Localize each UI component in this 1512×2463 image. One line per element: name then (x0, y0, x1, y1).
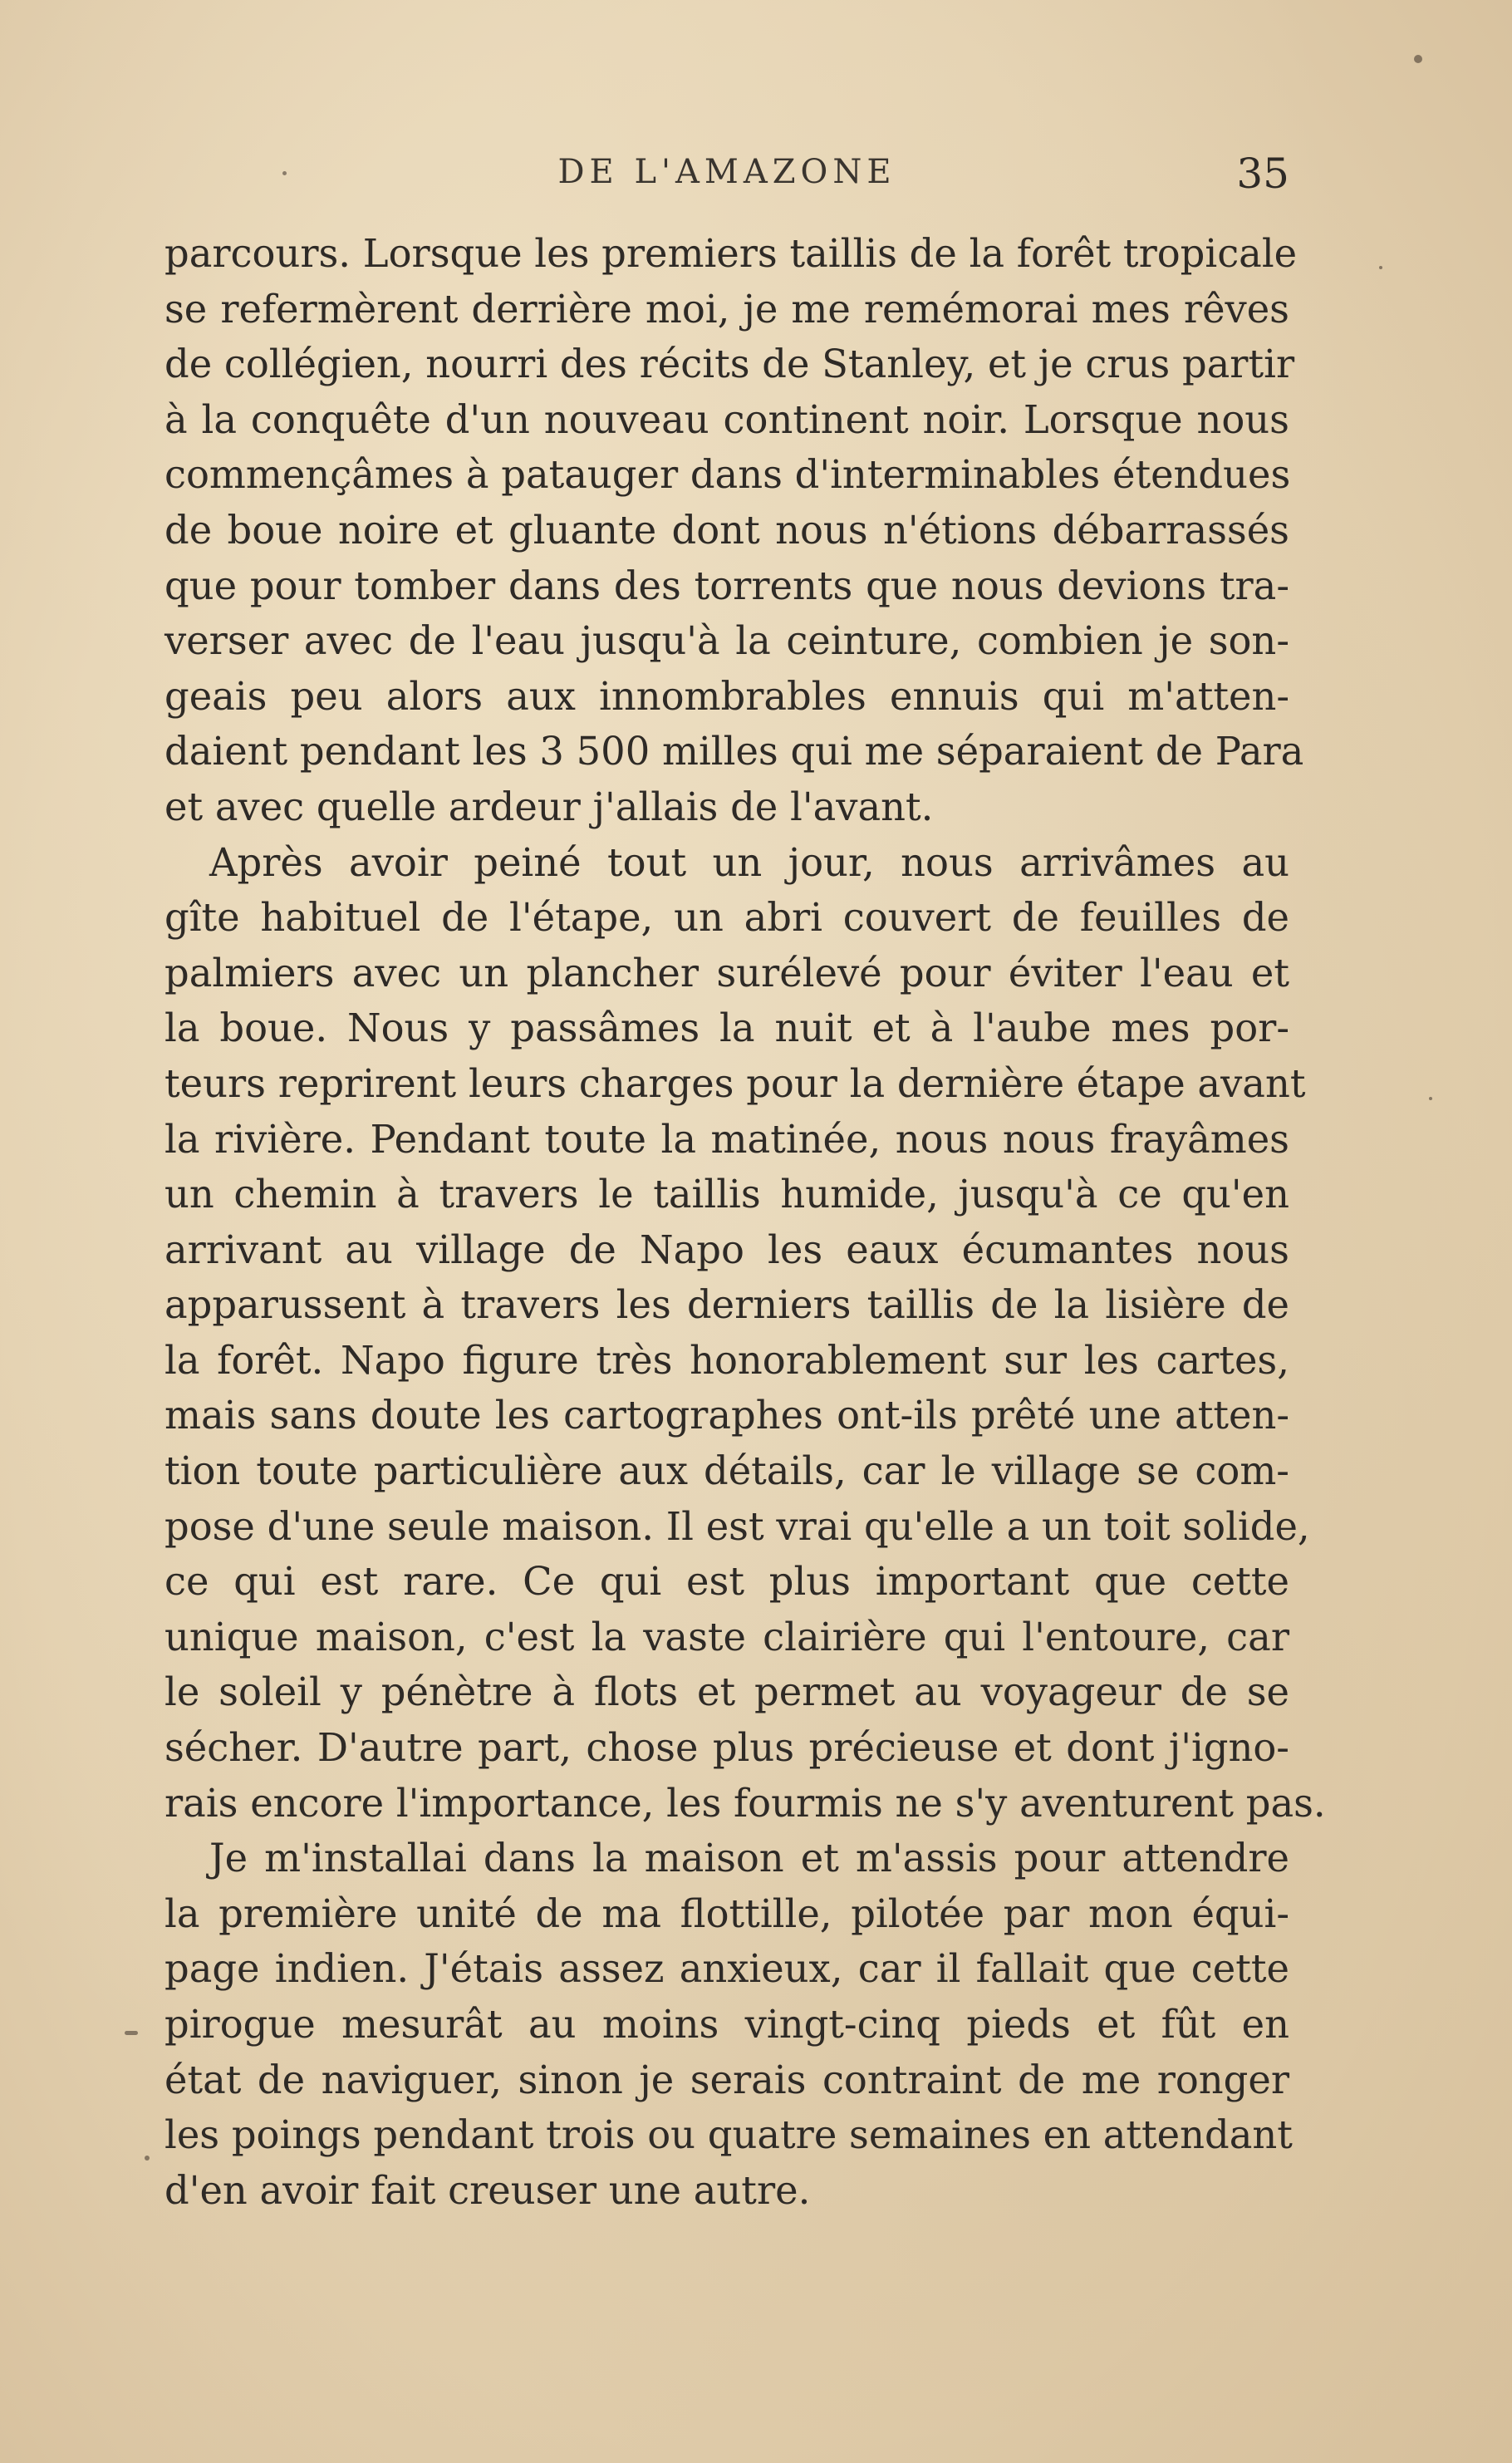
text-line: la première unité de ma flottille, pilotée par mon équi- (164, 1890, 1289, 1936)
text-line: la rivière. Pendant toute la matinée, nous nous frayâmes (164, 1116, 1289, 1162)
text-line: unique maison, c'est la vaste clairière qui l'entoure, car (164, 1614, 1289, 1659)
text-line: mais sans doute les cartographes ont-ils prêté une atten- (164, 1393, 1289, 1438)
text-line: arrivant au village de Napo les eaux écumantes nous (164, 1227, 1289, 1272)
text-line: que pour tomber dans des torrents que nous devions tra- (164, 563, 1289, 608)
paper-speck (282, 171, 287, 175)
text-line: Après avoir peiné tout un jour, nous arrivâmes au (209, 839, 1289, 885)
text-line: les poings pendant trois ou quatre semaines en attendant (164, 2112, 1293, 2158)
text-line: tion toute particulière aux détails, car le village se com- (164, 1448, 1289, 1494)
text-line: verser avec de l'eau jusqu'à la ceinture, combien je son- (164, 618, 1289, 664)
running-title: DE L'AMAZONE (557, 153, 896, 191)
text-line: geais peu alors aux innombrables ennuis qui m'atten- (164, 673, 1289, 719)
paper-speck (1414, 55, 1422, 63)
text-line: gîte habituel de l'étape, un abri couvert de feuilles de (164, 895, 1289, 941)
text-line: Je m'installai dans la maison et m'assis pour attendre (209, 1836, 1289, 1881)
text-line: la boue. Nous y passâmes la nuit et à l'aube mes por- (164, 1005, 1289, 1051)
text-line: commençâmes à patauger dans d'interminables étendues (164, 452, 1291, 498)
text-line: page indien. J'étais assez anxieux, car il fallait que cette (164, 1946, 1289, 1992)
paper-speck (1429, 1097, 1432, 1100)
text-line: daient pendant les 3 500 milles qui me séparaient de Para (164, 729, 1304, 774)
body-text (164, 226, 1326, 2218)
text-line: apparussent à travers les derniers taillis de la lisière de (164, 1282, 1289, 1328)
running-head (164, 150, 1289, 208)
page-number: 35 (1236, 150, 1289, 198)
text-line: à la conquête d'un nouveau continent noir. Lorsque nous (164, 396, 1289, 442)
text-line: pirogue mesurât au moins vingt-cinq pieds et fût en (164, 2002, 1289, 2047)
text-line: un chemin à travers le taillis humide, jusqu'à ce qu'en (164, 1172, 1289, 1217)
text-line: état de naviguer, sinon je serais contraint de me ronger (164, 2057, 1289, 2102)
paper-speck (125, 2031, 138, 2035)
text-line: palmiers avec un plancher surélevé pour éviter l'eau et (164, 950, 1289, 996)
text-line: le soleil y pénètre à flots et permet au voyageur de se (164, 1669, 1289, 1715)
text-line: et avec quelle ardeur j'allais de l'avant. (164, 784, 934, 829)
paragraph-2 (164, 835, 1326, 1831)
text-line: ce qui est rare. Ce qui est plus important que cette (164, 1559, 1289, 1605)
text-line: sécher. D'autre part, chose plus précieuse et dont j'igno- (164, 1725, 1289, 1771)
text-line: d'en avoir fait creuser une autre. (164, 2167, 811, 2213)
text-line: rais encore l'importance, les fourmis ne s'y aventurent pas. (164, 1780, 1326, 1826)
text-line: la forêt. Napo figure très honorablement sur les cartes, (164, 1337, 1289, 1383)
text-line: de collégien, nourri des récits de Stanley, et je crus partir (164, 342, 1295, 387)
text-line: se refermèrent derrière moi, je me remémorai mes rêves (164, 286, 1289, 332)
text-line: parcours. Lorsque les premiers taillis de la forêt tropicale (164, 231, 1298, 276)
text-line: pose d'une seule maison. Il est vrai qu'elle a un toit solide, (164, 1503, 1310, 1549)
paragraph-1 (164, 226, 1304, 835)
paragraph-3 (164, 1831, 1293, 2218)
text-line: de boue noire et gluante dont nous n'étions débarrassés (164, 507, 1289, 553)
paper-speck (1379, 266, 1382, 269)
text-line: teurs reprirent leurs charges pour la dernière étape avant (164, 1060, 1306, 1106)
paper-speck (145, 2156, 150, 2161)
